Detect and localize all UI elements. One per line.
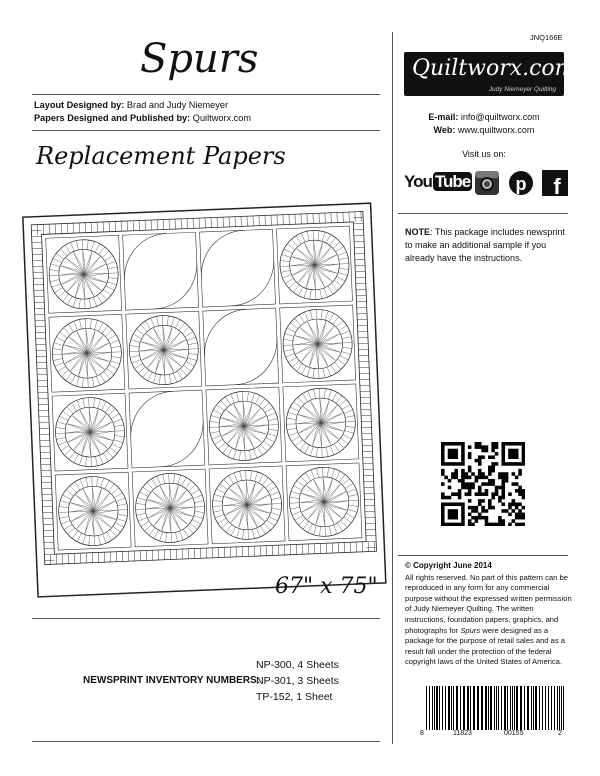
svg-text:f: f <box>553 174 561 196</box>
copyright-divider <box>398 555 568 556</box>
bottom-divider <box>32 741 380 742</box>
credit-papers: Papers Designed and Published by: Quiltworx.com <box>34 113 251 123</box>
facebook-icon[interactable] <box>542 170 568 196</box>
inventory-label: NEWSPRINT INVENTORY NUMBERS: <box>83 675 261 686</box>
product-code: JNQ166E <box>530 33 563 42</box>
instagram-icon[interactable] <box>474 170 500 196</box>
note-block: NOTE: This package includes newsprint to make an additional sample if you already have the instructions. <box>405 227 565 263</box>
column-divider <box>392 32 393 744</box>
barcode <box>420 682 570 742</box>
barcode-digit: 8 <box>420 730 424 737</box>
svg-text:p: p <box>515 174 527 194</box>
qr-code <box>441 442 525 526</box>
pattern-title: Spurs <box>140 36 259 82</box>
inventory-list <box>256 657 339 705</box>
contact-block <box>394 111 574 137</box>
email-line[interactable]: E-mail: info@quiltworx.com <box>428 112 540 122</box>
barcode-digit: 2 <box>558 730 562 737</box>
credits-block <box>34 99 251 125</box>
social-links <box>404 170 568 198</box>
pinterest-icon[interactable] <box>508 170 534 196</box>
inventory-item: NP-300, 4 Sheets <box>256 659 339 671</box>
quilt-size: 67" x 75" <box>275 574 378 599</box>
title-divider <box>32 94 380 95</box>
visit-us-label: Visit us on: <box>462 149 506 159</box>
subtitle: Replacement Papers <box>36 142 286 170</box>
barcode-digit: 00155 <box>504 730 524 737</box>
inventory-item: TP-152, 1 Sheet <box>256 691 333 703</box>
quiltworx-logo[interactable]: Quiltworx.com Judy Niemeyer Quilting <box>404 52 564 96</box>
barcode-digit: 11823 <box>453 730 472 737</box>
copyright-heading: © Copyright June 2014 <box>405 561 492 570</box>
credit-layout: Layout Designed by: Brad and Judy Niemeyer <box>34 100 229 110</box>
size-divider <box>32 618 380 619</box>
quilt-illustration <box>20 182 390 602</box>
credits-divider <box>32 130 380 131</box>
youtube-icon[interactable]: You Tube <box>404 172 471 191</box>
inventory-item: NP-301, 3 Sheets <box>256 675 339 687</box>
copyright-block: © Copyright June 2014 All rights reserved. No part of this pattern can be reproduced in any form for any commercial purpose without the expressed written permission of Judy Niemeyer Quilting. The written instructions, foundation papers, graphics, and photographs for Spurs were designed as a package for the purpose of retail sales and as a result fall under the protection of the federal copyright laws of the United States of America. <box>405 561 575 668</box>
social-divider <box>398 213 568 214</box>
web-line[interactable]: Web: www.quiltworx.com <box>433 125 535 135</box>
